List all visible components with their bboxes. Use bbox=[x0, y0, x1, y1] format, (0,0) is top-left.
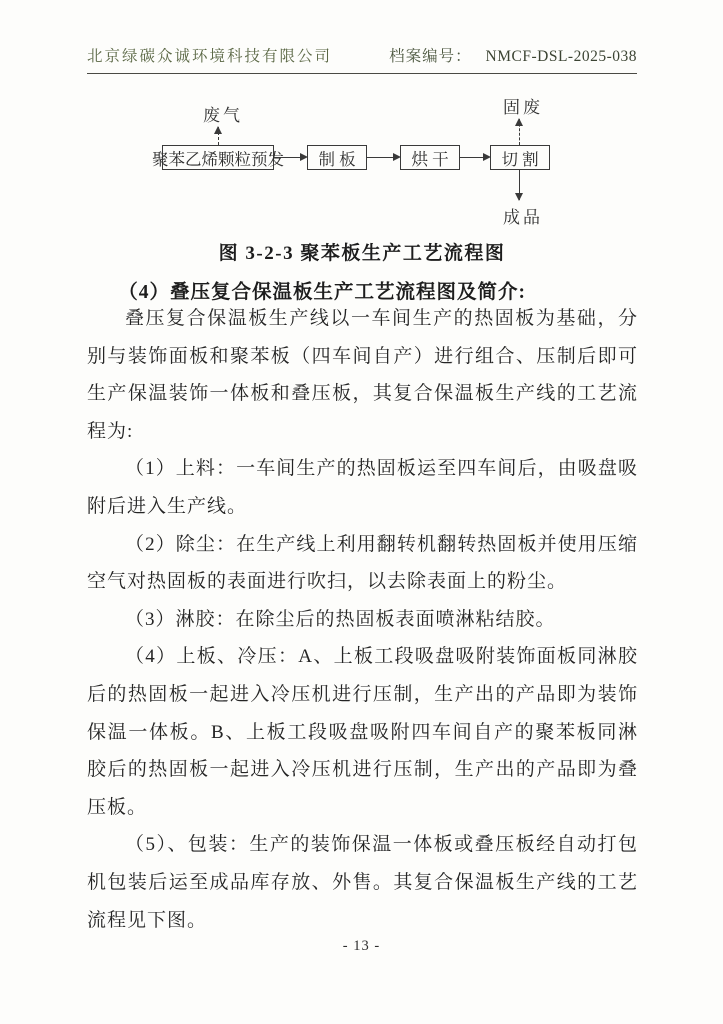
body-text bbox=[87, 300, 638, 939]
company-name: 北京绿碳众诚环境科技有限公司 bbox=[87, 48, 333, 65]
waste-gas-arrow-up-icon bbox=[218, 127, 219, 145]
waste-gas-label: 废气 bbox=[203, 106, 243, 125]
flow-arrow-1-icon bbox=[274, 157, 306, 158]
process-flowchart bbox=[0, 93, 723, 228]
paragraph-step-2: （2）除尘：在生产线上利用翻转机翻转热固板并使用压缩空气对热固板的表面进行吹扫，以去除表面上的粉尘。 bbox=[87, 533, 638, 593]
paragraph-step-5: （5）、包装：生产的装饰保温一体板或叠压板经自动打包机包装后运至成品库存放、外售。其复合保温板生产线的工艺流程见下图。 bbox=[87, 834, 638, 931]
solid-waste-arrow-up-icon bbox=[519, 119, 520, 145]
flow-step-cutting: 切 割 bbox=[490, 145, 550, 170]
product-arrow-down-icon bbox=[519, 170, 520, 200]
flow-arrow-3-icon bbox=[459, 157, 489, 158]
flow-step-pre-expansion: 聚苯乙烯颗粒预发 bbox=[162, 145, 274, 170]
product-label: 成品 bbox=[503, 208, 543, 227]
page-header bbox=[87, 44, 637, 74]
figure-caption: 图 3-2-3 聚苯板生产工艺流程图 bbox=[218, 243, 506, 264]
archive-number bbox=[389, 44, 637, 66]
paragraph-step-1: （1）上料：一车间生产的热固板运至四车间后，由吸盘吸附后进入生产线。 bbox=[87, 458, 638, 517]
solid-waste-label: 固废 bbox=[503, 98, 543, 117]
paragraph-intro: 叠压复合保温板生产线以一车间生产的热固板为基础，分别与装饰面板和聚苯板（四车间自产）进行组合、压制后即可生产保温装饰一体板和叠压板，其复合保温板生产线的工艺流程为: bbox=[87, 308, 638, 442]
section-heading: （4）叠压复合保温板生产工艺流程图及简介: bbox=[118, 282, 526, 303]
paragraph-step-4: （4）上板、冷压：A、上板工段吸盘吸附装饰面板同淋胶后的热固板一起进入冷压机进行压制，生产出的产品即为装饰保温一体板。B、上板工段吸盘吸附四车间自产的聚苯板同淋胶后的热固板一起进入冷压机进行压制，生产出的产品即为叠压板。 bbox=[87, 646, 638, 818]
paragraph-step-3: （3）淋胶：在除尘后的热固板表面喷淋粘结胶。 bbox=[125, 608, 556, 630]
archive-number-label: 档案编号： bbox=[389, 48, 472, 65]
flow-step-drying: 烘 干 bbox=[400, 145, 460, 170]
archive-number-value: NMCF-DSL-2025-038 bbox=[485, 48, 637, 65]
flow-arrow-2-icon bbox=[366, 157, 399, 158]
page-number: - 13 - bbox=[342, 938, 381, 954]
flow-step-board-making: 制 板 bbox=[307, 145, 367, 170]
